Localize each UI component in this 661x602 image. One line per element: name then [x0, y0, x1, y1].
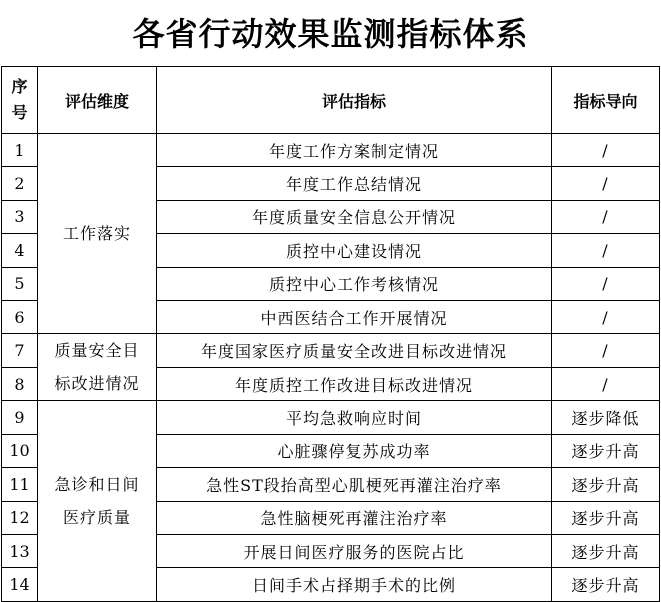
direction-cell: 逐步升高	[552, 568, 660, 601]
row-number: 9	[2, 401, 38, 434]
indicator-cell: 急性脑梗死再灌注治疗率	[157, 501, 552, 534]
direction-cell: /	[552, 300, 660, 333]
dimension-label-line2: 医疗质量	[62, 508, 131, 528]
indicator-cell: 中西医结合工作开展情况	[157, 300, 552, 333]
indicator-cell: 年度质量安全信息公开情况	[157, 200, 552, 233]
header-indicator: 评估指标	[157, 67, 552, 134]
indicator-cell: 心脏骤停复苏成功率	[157, 434, 552, 467]
header-dimension: 评估维度	[38, 67, 157, 134]
row-number: 10	[2, 434, 38, 467]
indicator-cell: 质控中心建设情况	[157, 234, 552, 267]
row-number: 4	[2, 234, 38, 267]
direction-cell: 逐步降低	[552, 401, 660, 434]
dimension-label: 工作落实	[62, 224, 131, 244]
indicator-cell: 年度国家医疗质量安全改进目标改进情况	[157, 334, 552, 368]
row-number: 6	[2, 300, 38, 333]
indicator-table	[1, 66, 660, 602]
direction-cell: /	[552, 167, 660, 200]
indicator-cell: 平均急救响应时间	[157, 401, 552, 434]
header-seq-line2: 号	[11, 103, 28, 122]
indicator-cell: 年度质控工作改进目标改进情况	[157, 367, 552, 401]
row-number: 13	[2, 534, 38, 567]
row-number: 2	[2, 167, 38, 200]
row-number: 5	[2, 267, 38, 300]
row-number: 12	[2, 501, 38, 534]
direction-cell: /	[552, 134, 660, 167]
indicator-cell: 年度工作总结情况	[157, 167, 552, 200]
dimension-label-line1: 急诊和日间	[54, 475, 140, 495]
direction-cell: /	[552, 200, 660, 233]
row-number: 3	[2, 200, 38, 233]
row-number: 7	[2, 334, 38, 368]
dimension-cell	[38, 334, 157, 401]
row-number: 1	[2, 134, 38, 167]
table-row	[2, 401, 660, 434]
dimension-cell	[38, 401, 157, 601]
header-direction: 指标导向	[552, 67, 660, 134]
direction-cell: 逐步升高	[552, 434, 660, 467]
direction-cell: 逐步升高	[552, 501, 660, 534]
header-seq	[2, 67, 38, 134]
direction-cell: 逐步升高	[552, 534, 660, 567]
dimension-cell	[38, 134, 157, 334]
dimension-label-line2: 标改进情况	[54, 374, 140, 394]
table-row	[2, 134, 660, 167]
dimension-label-line1: 质量安全目	[54, 341, 140, 361]
indicator-cell: 急性ST段抬高型心肌梗死再灌注治疗率	[157, 468, 552, 501]
indicator-cell: 质控中心工作考核情况	[157, 267, 552, 300]
direction-cell: /	[552, 267, 660, 300]
page-title: 各省行动效果监测指标体系	[132, 15, 529, 53]
header-seq-line1: 序	[11, 77, 28, 96]
row-number: 8	[2, 367, 38, 401]
indicator-cell: 日间手术占择期手术的比例	[157, 568, 552, 601]
table-row	[2, 334, 660, 368]
direction-cell: /	[552, 367, 660, 401]
direction-cell: /	[552, 234, 660, 267]
indicator-cell: 年度工作方案制定情况	[157, 134, 552, 167]
direction-cell: /	[552, 334, 660, 368]
direction-cell: 逐步升高	[552, 468, 660, 501]
table-header-row	[2, 67, 660, 134]
row-number: 14	[2, 568, 38, 601]
row-number: 11	[2, 468, 38, 501]
indicator-cell: 开展日间医疗服务的医院占比	[157, 534, 552, 567]
